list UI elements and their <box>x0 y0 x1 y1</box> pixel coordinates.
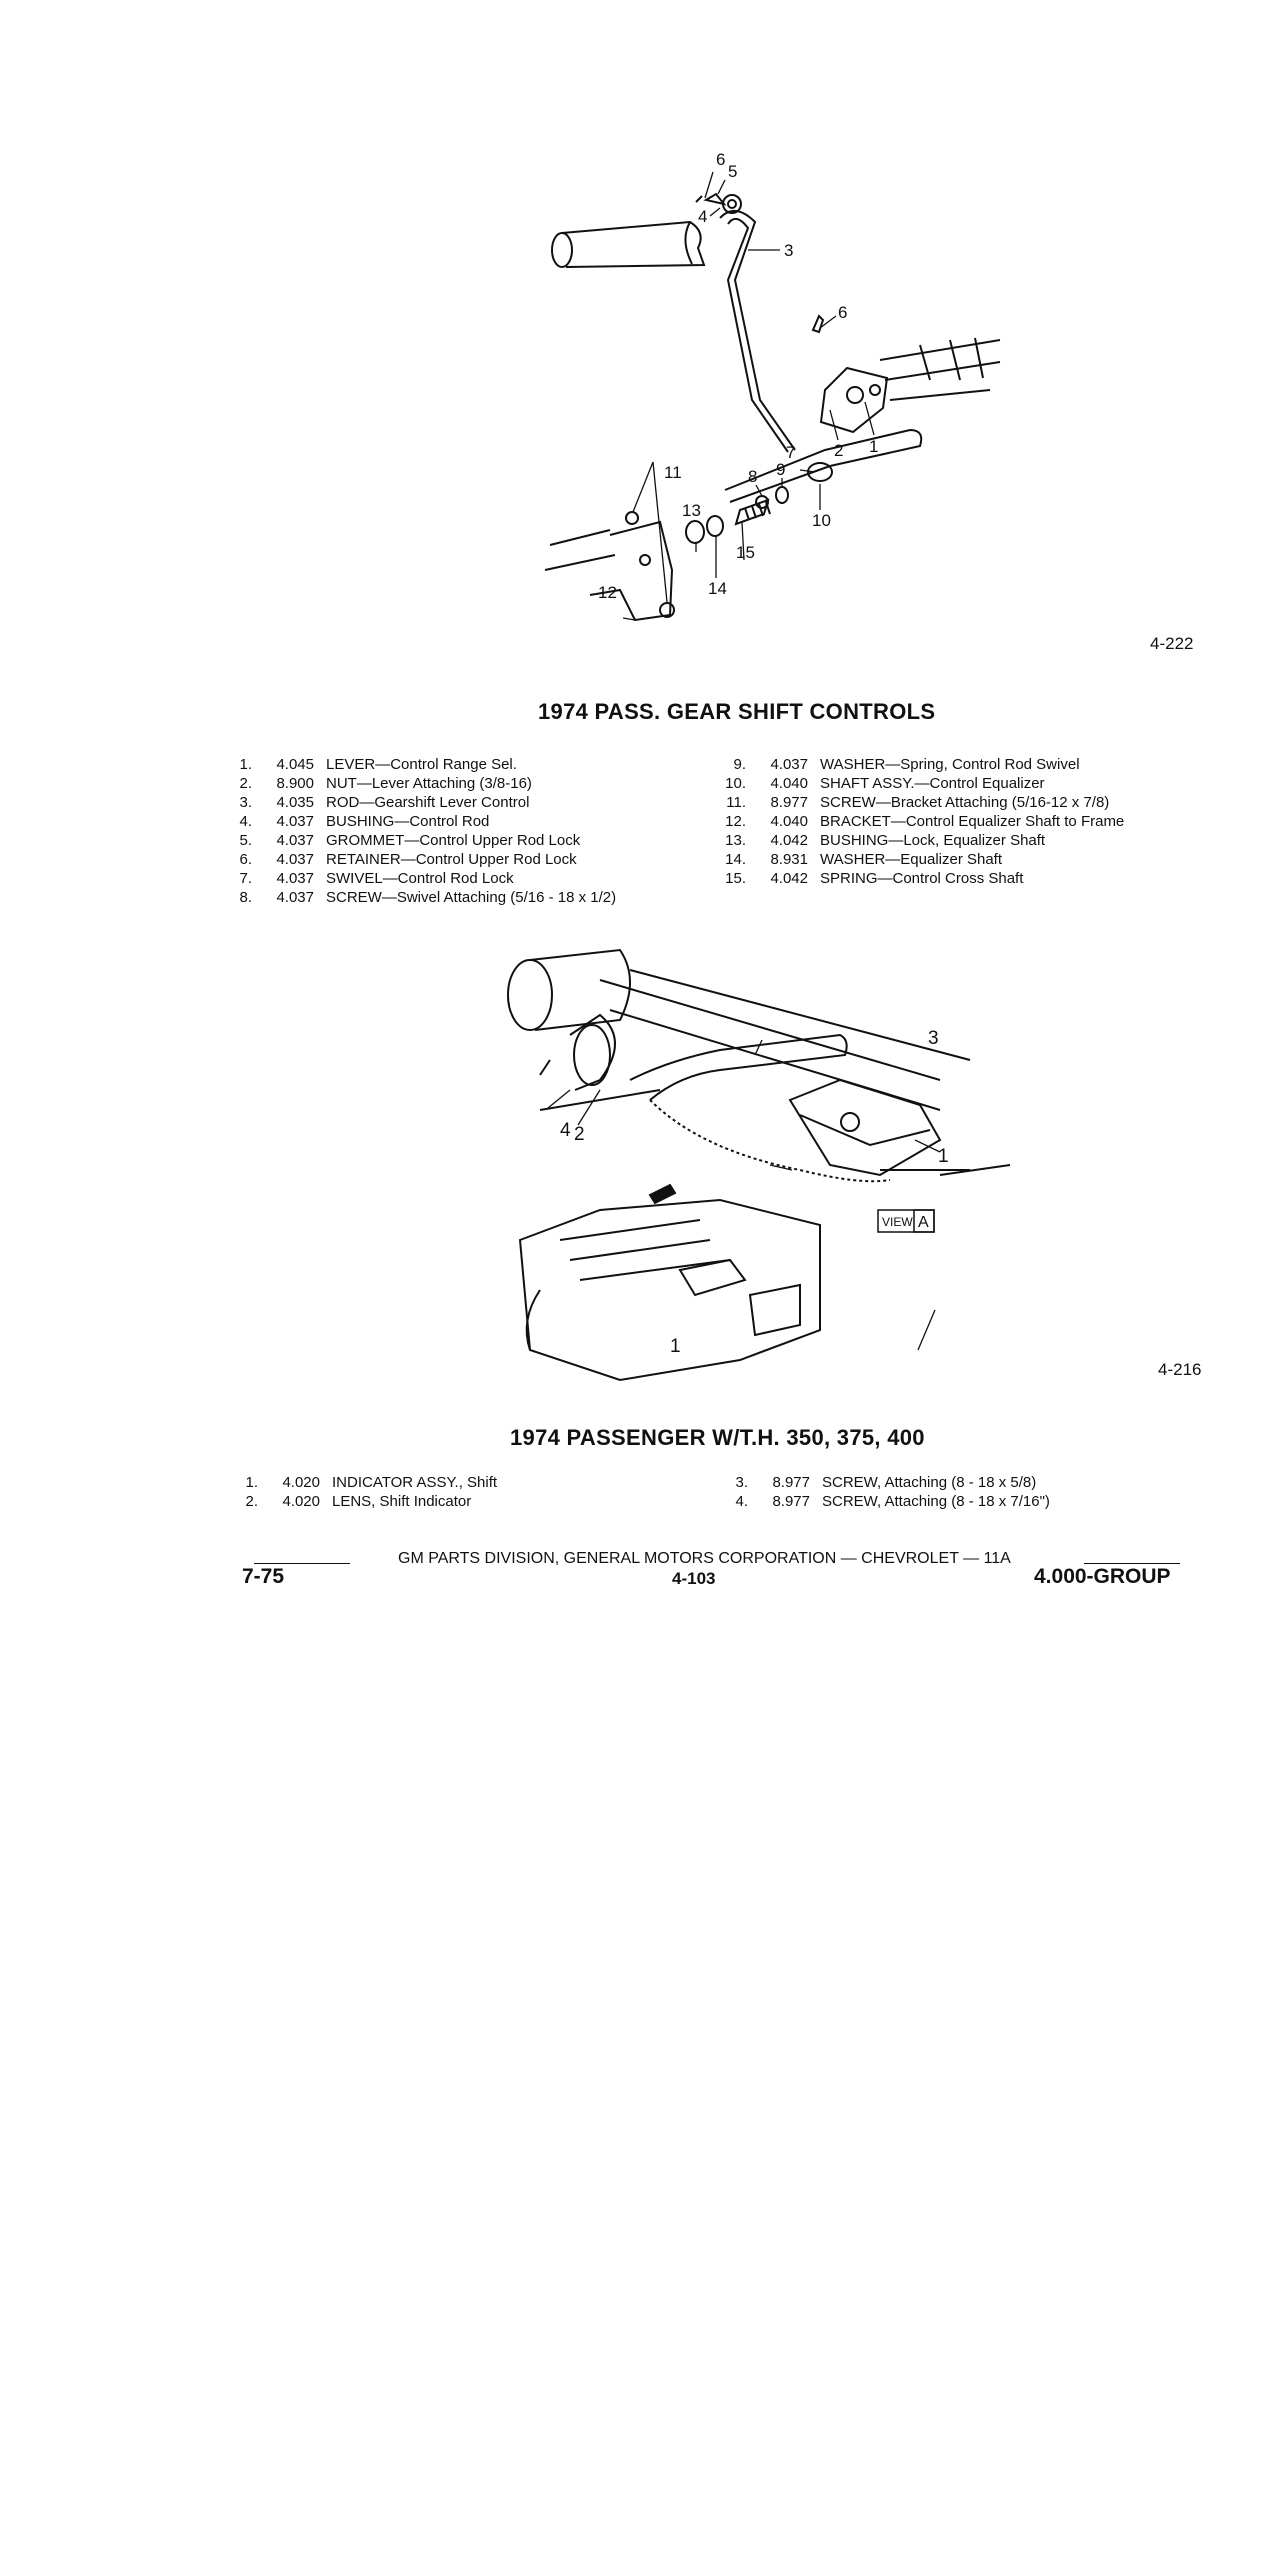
footer-division: GM PARTS DIVISION, GENERAL MOTORS CORPORATION — CHEVROLET — 11A <box>398 1550 1011 1567</box>
parts-list-row <box>226 774 616 793</box>
parts-list-row <box>722 1492 1050 1511</box>
item-number: 15. <box>725 870 746 887</box>
part-group-number: 8.977 <box>772 1474 810 1491</box>
part-description: SHAFT ASSY.—Control Equalizer <box>820 775 1045 792</box>
parts-list-row <box>226 812 616 831</box>
parts-list-row <box>720 774 1124 793</box>
item-number: 11. <box>726 794 746 811</box>
callout-3-fig2: 3 <box>928 1028 939 1049</box>
parts-list-row <box>226 755 616 774</box>
item-number: 7. <box>239 870 252 887</box>
view-letter: A <box>918 1214 929 1231</box>
parts-list-left-2 <box>232 1473 497 1511</box>
parts-list-row <box>720 812 1124 831</box>
part-group-number: 4.037 <box>276 889 314 906</box>
part-group-number: 4.037 <box>770 756 808 773</box>
parts-list-right-2 <box>722 1473 1050 1511</box>
item-number: 6. <box>239 851 252 868</box>
part-group-number: 4.040 <box>770 775 808 792</box>
gear-shift-controls-illustration <box>520 150 1020 630</box>
callout-11: 11 <box>664 463 682 482</box>
parts-list-row <box>720 793 1124 812</box>
parts-list-row <box>232 1473 497 1492</box>
part-group-number: 8.900 <box>276 775 314 792</box>
callout-13: 13 <box>682 501 701 520</box>
item-number: 9. <box>733 756 746 773</box>
part-description: BUSHING—Control Rod <box>326 813 490 830</box>
parts-list-left-1 <box>226 755 616 907</box>
item-number: 13. <box>725 832 746 849</box>
item-number: 14. <box>725 851 746 868</box>
callout-10: 10 <box>812 511 831 530</box>
figure-number-4-222: 4-222 <box>1150 634 1194 653</box>
section-title-gear-shift-controls: 1974 PASS. GEAR SHIFT CONTROLS <box>538 699 936 724</box>
item-number: 3. <box>735 1474 748 1491</box>
part-description: LEVER—Control Range Sel. <box>326 756 517 773</box>
callout-7: 7 <box>786 443 796 462</box>
footer-group: 4.000-GROUP <box>1034 1565 1171 1588</box>
part-description: RETAINER—Control Upper Rod Lock <box>326 851 577 868</box>
parts-list-row <box>720 869 1124 888</box>
callout-1-fig2-upper: 1 <box>938 1146 949 1167</box>
callout-2-fig2: 2 <box>574 1124 585 1145</box>
parts-list-row <box>722 1473 1050 1492</box>
part-group-number: 4.037 <box>276 832 314 849</box>
part-group-number: 4.020 <box>282 1493 320 1510</box>
parts-list-row <box>232 1492 497 1511</box>
item-number: 2. <box>239 775 252 792</box>
parts-list-row <box>720 755 1124 774</box>
parts-list-row <box>226 888 616 907</box>
callout-9: 9 <box>776 460 786 479</box>
part-description: ROD—Gearshift Lever Control <box>326 794 530 811</box>
callout-2: 2 <box>834 441 844 460</box>
item-number: 4. <box>239 813 252 830</box>
part-group-number: 4.040 <box>770 813 808 830</box>
item-number: 1. <box>239 756 252 773</box>
item-number: 10. <box>725 775 746 792</box>
part-description: BUSHING—Lock, Equalizer Shaft <box>820 832 1046 849</box>
item-number: 1. <box>245 1474 258 1491</box>
callout-14: 14 <box>708 579 727 598</box>
callout-8: 8 <box>748 467 758 486</box>
parts-list-row <box>226 869 616 888</box>
parts-list-row <box>720 850 1124 869</box>
part-group-number: 8.977 <box>770 794 808 811</box>
view-a-box <box>878 1210 934 1232</box>
item-number: 4. <box>735 1493 748 1510</box>
part-group-number: 4.020 <box>282 1474 320 1491</box>
part-group-number: 4.037 <box>276 813 314 830</box>
shift-indicator-illustration <box>500 940 1020 1400</box>
callout-6-top: 6 <box>716 150 726 169</box>
part-description: GROMMET—Control Upper Rod Lock <box>326 832 581 849</box>
callout-3: 3 <box>784 241 794 260</box>
section-title-passenger-th: 1974 PASSENGER W/T.H. 350, 375, 400 <box>510 1425 925 1450</box>
part-group-number: 8.977 <box>772 1493 810 1510</box>
item-number: 3. <box>239 794 252 811</box>
part-description: SCREW, Attaching (8 - 18 x 7/16") <box>822 1493 1050 1510</box>
footer-date: 7-75 <box>242 1565 285 1588</box>
callout-5: 5 <box>728 162 738 181</box>
parts-list-row <box>226 850 616 869</box>
callout-4: 4 <box>698 207 708 226</box>
part-group-number: 4.037 <box>276 851 314 868</box>
part-description: NUT—Lever Attaching (3/8-16) <box>326 775 532 792</box>
figure-number-4-216: 4-216 <box>1158 1360 1202 1379</box>
parts-list-right-1 <box>720 755 1124 888</box>
part-group-number: 4.045 <box>276 756 314 773</box>
part-description: SCREW—Bracket Attaching (5/16-12 x 7/8) <box>820 794 1110 811</box>
callout-12: 12 <box>598 583 617 602</box>
item-number: 8. <box>239 889 252 906</box>
part-description: SWIVEL—Control Rod Lock <box>326 870 514 887</box>
callout-4-fig2: 4 <box>560 1120 571 1141</box>
callout-15: 15 <box>736 543 755 562</box>
part-group-number: 4.037 <box>276 870 314 887</box>
part-description: SPRING—Control Cross Shaft <box>820 870 1024 887</box>
part-description: WASHER—Spring, Control Rod Swivel <box>820 756 1080 773</box>
item-number: 12. <box>725 813 746 830</box>
part-description: SCREW, Attaching (8 - 18 x 5/8) <box>822 1474 1037 1491</box>
footer-page: 4-103 <box>672 1569 716 1588</box>
footer-rule-left <box>254 1563 350 1564</box>
part-description: BRACKET—Control Equalizer Shaft to Frame <box>820 813 1125 830</box>
part-description: INDICATOR ASSY., Shift <box>332 1474 498 1491</box>
part-description: WASHER—Equalizer Shaft <box>820 851 1003 868</box>
part-group-number: 8.931 <box>770 851 808 868</box>
callout-1-fig2-lower: 1 <box>670 1336 681 1357</box>
view-label: VIEW <box>882 1215 913 1229</box>
callout-6-right: 6 <box>838 303 848 322</box>
part-group-number: 4.042 <box>770 832 808 849</box>
parts-list-row <box>226 831 616 850</box>
parts-list-row <box>226 793 616 812</box>
part-group-number: 4.035 <box>276 794 314 811</box>
part-description: SCREW—Swivel Attaching (5/16 - 18 x 1/2) <box>326 889 617 906</box>
parts-list-row <box>720 831 1124 850</box>
item-number: 5. <box>239 832 252 849</box>
part-group-number: 4.042 <box>770 870 808 887</box>
item-number: 2. <box>245 1493 258 1510</box>
callout-1: 1 <box>869 437 879 456</box>
part-description: LENS, Shift Indicator <box>332 1493 472 1510</box>
footer-rule-right <box>1084 1563 1180 1564</box>
